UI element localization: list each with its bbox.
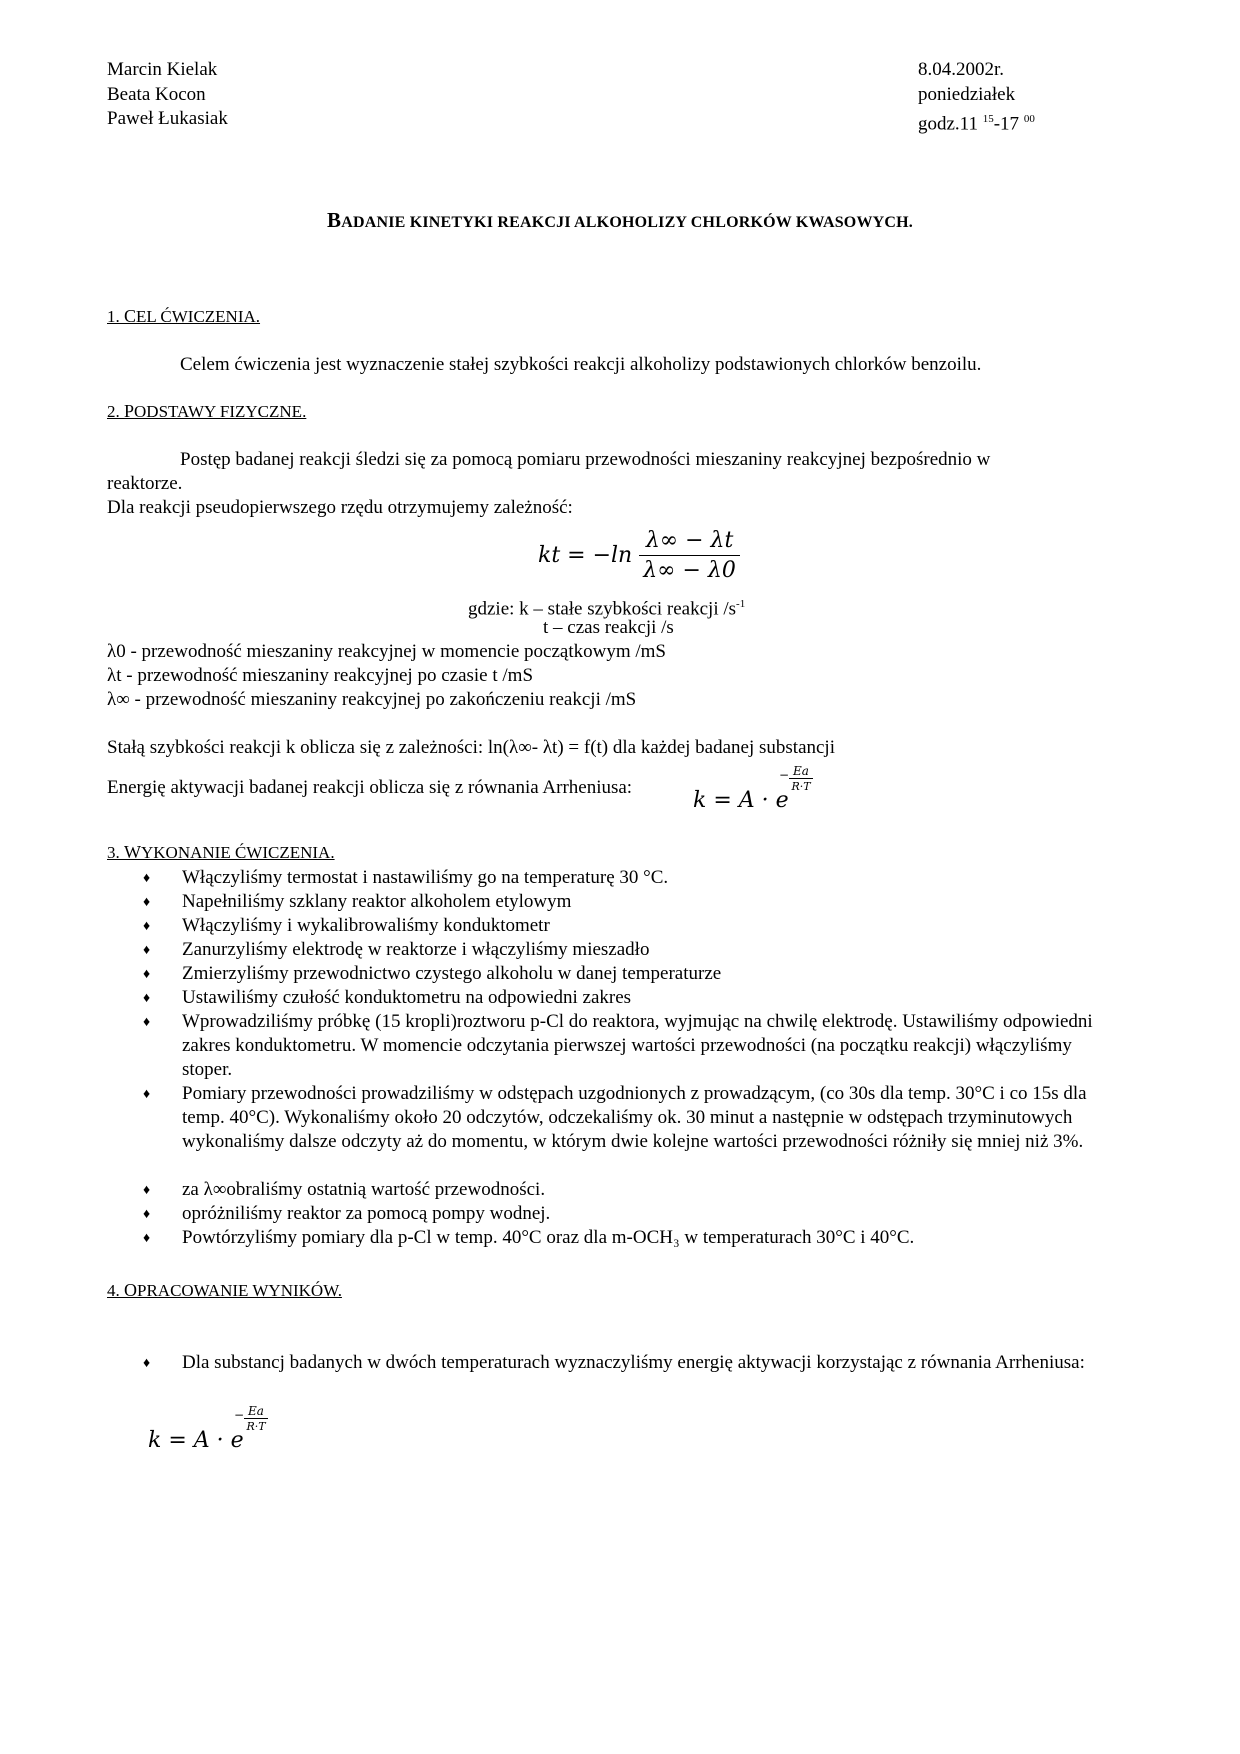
list-item: opróżniliśmy reaktor za pomocą pompy wodnej. [182,1203,551,1224]
arrhenius-exp-denominator: R·T [246,1420,266,1433]
bullet-icon: ♦ [143,895,151,910]
section-2-paragraph-1b: reaktorze. [107,473,183,494]
arrhenius-exp-sign: − [779,768,790,782]
arrhenius-base: k = A · e [693,788,789,813]
time: godz.11 $^{15}$-17 $^{00}$ [918,113,1035,135]
page-title: BADANIE KINETYKI REAKCJI ALKOHOLIZY CHLORKÓW KWASOWYCH. [327,208,913,232]
section-2-paragraph-2: Dla reakcji pseudopierwszego rzędu otrzymujemy zależność: [107,497,573,518]
section-1-text: Celem ćwiczenia jest wyznaczenie stałej szybkości reakcji alkoholizy podstawionych chlorków benzoilu. [180,354,982,375]
bullet-icon: ♦ [143,1087,151,1102]
bullet-icon: ♦ [143,1183,151,1198]
bullet-icon: ♦ [143,871,151,886]
where-k: gdzie: k – stałe szybkości reakcji $/s^{-1}$ [468,598,746,620]
arrhenius-exp-denominator: R·T [791,780,811,793]
arrhenius-line: Energię aktywacji badanej reakcji oblicza się z równania Arrheniusa: [107,777,633,798]
arrhenius-formula-1 [693,764,833,814]
section-2-heading: 2. PODSTAWY FIZYCZNE. [107,401,307,421]
lambda-inf-definition: λ∞ - przewodność mieszaniny reakcyjnej po zakończeniu reakcji /mS [107,689,637,710]
lambda-0-definition: λ0 - przewodność mieszaniny reakcyjnej w momencie początkowym /mS [107,641,666,662]
section-2-paragraph-1a: Postęp badanej reakcji śledzi się za pomocą pomiaru przewodności mieszaniny reakcyjnej bezpośrednio w [180,449,991,470]
author-2: Beata Kocon [107,84,206,105]
list-item: Zmierzyliśmy przewodnictwo czystego alkoholu w danej temperaturze [182,963,722,984]
bullet-icon: ♦ [143,1015,151,1030]
formula-rate-law [538,528,740,583]
bullet-icon: ♦ [143,943,151,958]
list-item: Włączyliśmy termostat i nastawiliśmy go na temperaturę 30 °C. [182,867,669,888]
arrhenius-exp-numerator: Ea [244,1404,268,1419]
section-3-heading: 3. WYKONANIE ĆWICZENIA. [107,842,335,862]
author-1: Marcin Kielak [107,59,218,80]
list-item: Pomiary przewodności prowadziliśmy w odstępach uzgodnionych z prowadzącym, (co 30s dla temp. 30°C i co 15s dla temp. 40°C). Wykonaliśmy około 20 odczytów, odczekaliśmy ok. 30 minut a następnie w odstępach trzyminutowych wykonaliśmy dalsze odczyty aż do momentu, w którym dwie kolejne wartości przewodności różniły się mniej niż 3%. [182,1083,1087,1152]
list-item: za λ∞obraliśmy ostatnią wartość przewodności. [182,1179,546,1200]
list-item: Powtórzyliśmy pomiary dla p-Cl w temp. 40°C oraz dla m-OCH₃ w temperaturach 30°C i 40°C. [182,1227,915,1248]
arrhenius-exp-numerator: Ea [789,764,813,779]
list-item: Napełniliśmy szklany reaktor alkoholem etylowym [182,891,572,912]
list-item: Wprowadziliśmy próbkę (15 kropli)roztworu p-Cl do reaktora, wyjmując na chwilę elektrodę. Ustawiliśmy odpowiedni zakres konduktometru. W momencie odczytania pierwszej wartości przewodności (na początku reakcji) włączyliśmy stoper. [182,1011,1093,1080]
formula-denominator: λ∞ − λ0 [643,558,736,583]
rate-constant-line: Stałą szybkości reakcji k oblicza się z zależności: ln(λ∞- λt) = f(t) dla każdej badanej substancji [107,737,835,758]
lambda-t-definition: λt - przewodność mieszaniny reakcyjnej po czasie t /mS [107,665,534,686]
arrhenius-exp-sign: − [234,1408,245,1422]
date: 8.04.2002r. [918,59,1005,80]
list-item: Dla substancj badanych w dwóch temperaturach wyznaczyliśmy energię aktywacji korzystając z równania Arrheniusa: [182,1352,1085,1373]
bullet-icon: ♦ [143,1207,151,1222]
weekday: poniedziałek [918,84,1016,105]
list-item: Włączyliśmy i wykalibrowaliśmy konduktometr [182,915,550,936]
section-1-heading: 1. CEL ĆWICZENIA. [107,306,261,326]
bullet-icon: ♦ [143,1231,151,1246]
bullet-icon: ♦ [143,919,151,934]
formula-fraction [639,528,740,583]
arrhenius-base: k = A · e [148,1428,244,1453]
section-4-heading: 4. OPRACOWANIE WYNIKÓW. [107,1280,342,1300]
arrhenius-formula-2 [148,1404,288,1454]
bullet-icon: ♦ [143,967,151,982]
author-3: Paweł Łukasiak [107,108,228,129]
list-item: Ustawiliśmy czułość konduktometru na odpowiedni zakres [182,987,632,1008]
list-item: Zanurzyliśmy elektrodę w reaktorze i włączyliśmy mieszadło [182,939,650,960]
bullet-icon: ♦ [143,1356,151,1371]
where-t: t – czas reakcji /s [543,617,674,638]
formula-numerator: λ∞ − λt [639,528,740,556]
formula-lhs: kt = −ln [538,543,633,568]
bullet-icon: ♦ [143,991,151,1006]
